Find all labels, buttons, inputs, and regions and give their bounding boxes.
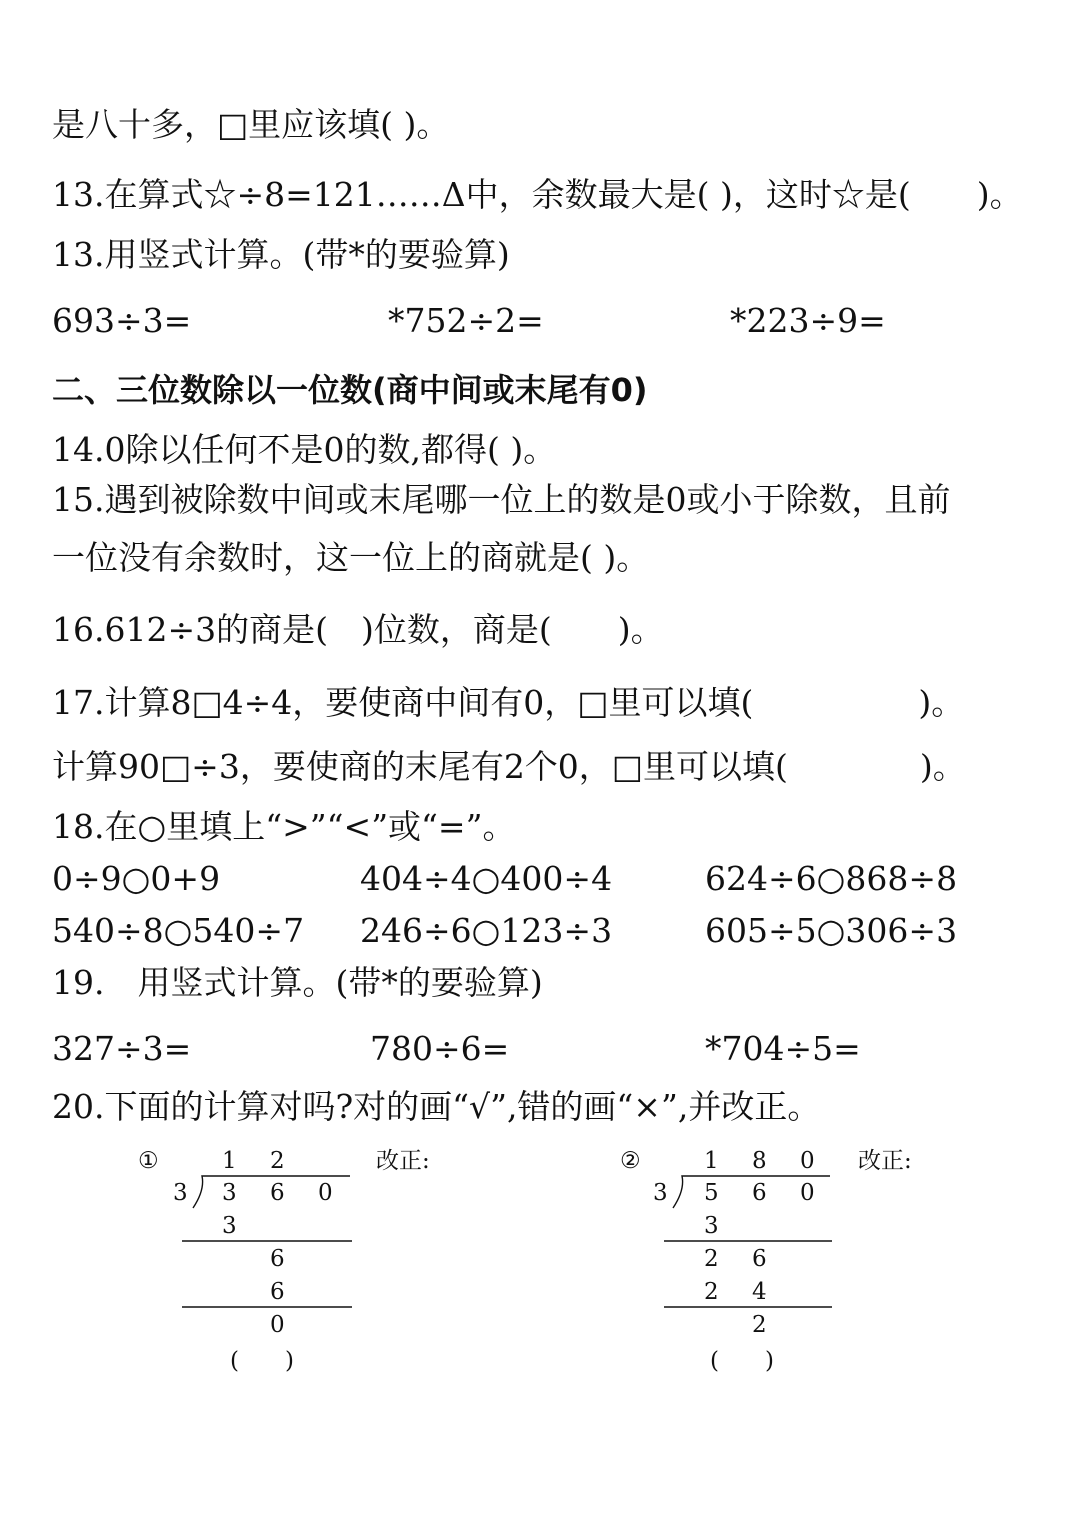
q12-continuation: 是八十多，□里应该填( )。: [52, 105, 450, 144]
q20: 20.下面的计算对吗?对的画“√”,错的画“×”,并改正。: [52, 1087, 821, 1126]
quotient-digit: 0: [800, 1148, 815, 1174]
answer-mark[interactable]: ( ): [710, 1348, 774, 1374]
step-digit: 2: [704, 1279, 719, 1305]
dividend-digit: 0: [318, 1180, 333, 1206]
q13-vertical-calc: 13.用竖式计算。(带*的要验算): [52, 235, 510, 274]
dividend-digit: 3: [222, 1180, 237, 1206]
step-digit: 6: [270, 1246, 285, 1272]
quotient-digit: 2: [270, 1148, 285, 1174]
divisor: 3: [173, 1180, 188, 1206]
dividend-digit: 6: [752, 1180, 767, 1206]
correction-label: 改正:: [376, 1148, 430, 1174]
calc-item: 693÷3=: [52, 301, 192, 340]
correction-label: 改正:: [858, 1148, 912, 1174]
dividend-digit: 5: [704, 1180, 719, 1206]
item-number: ①: [138, 1148, 159, 1174]
step-digit: 0: [270, 1312, 285, 1338]
step-digit: 3: [222, 1213, 237, 1239]
calc-item: 780÷6=: [370, 1029, 510, 1068]
quotient-digit: 1: [222, 1148, 237, 1174]
step-digit: 2: [704, 1246, 719, 1272]
q16: 16.612÷3的商是( )位数，商是( )。: [52, 610, 664, 649]
long-division-1: [130, 1140, 470, 1380]
q17-line2: 计算90□÷3，要使商的末尾有2个0，□里可以填( )。: [52, 747, 966, 786]
item-number: ②: [620, 1148, 641, 1174]
answer-mark[interactable]: ( ): [230, 1348, 294, 1374]
dividend-digit: 0: [800, 1180, 815, 1206]
step-digit: 6: [270, 1279, 285, 1305]
compare-item: 404÷4○400÷4: [360, 859, 613, 898]
long-division-2: [612, 1140, 952, 1380]
q18: 18.在○里填上“>”“<”或“=”。: [52, 807, 516, 846]
q15-line2: 一位没有余数时，这一位上的商就是( )。: [52, 538, 650, 577]
step-digit: 6: [752, 1246, 767, 1272]
quotient-digit: 1: [704, 1148, 719, 1174]
q14: 14.0除以任何不是0的数,都得( )。: [52, 430, 557, 469]
quotient-digit: 8: [752, 1148, 767, 1174]
compare-item: 624÷6○868÷8: [705, 859, 958, 898]
compare-item: 0÷9○0+9: [52, 859, 221, 898]
calc-item: *704÷5=: [705, 1029, 861, 1068]
step-digit: 2: [752, 1312, 767, 1338]
step-digit: 3: [704, 1213, 719, 1239]
calc-item: *752÷2=: [388, 301, 544, 340]
q15-line1: 15.遇到被除数中间或末尾哪一位上的数是0或小于除数，且前: [52, 480, 951, 519]
compare-item: 540÷8○540÷7: [52, 911, 305, 950]
calc-item: *223÷9=: [730, 301, 886, 340]
compare-item: 246÷6○123÷3: [360, 911, 613, 950]
compare-item: 605÷5○306÷3: [705, 911, 958, 950]
divisor: 3: [653, 1180, 668, 1206]
step-digit: 4: [752, 1279, 767, 1305]
section-heading: 二、三位数除以一位数(商中间或末尾有0): [52, 371, 648, 409]
q13-remainder: 13.在算式☆÷8=121……Δ中，余数最大是( )，这时☆是( )。: [52, 175, 1023, 214]
dividend-digit: 6: [270, 1180, 285, 1206]
calc-item: 327÷3=: [52, 1029, 192, 1068]
q17-line1: 17.计算8□4÷4，要使商中间有0，□里可以填( )。: [52, 683, 965, 722]
q19: 19. 用竖式计算。(带*的要验算): [52, 963, 543, 1002]
